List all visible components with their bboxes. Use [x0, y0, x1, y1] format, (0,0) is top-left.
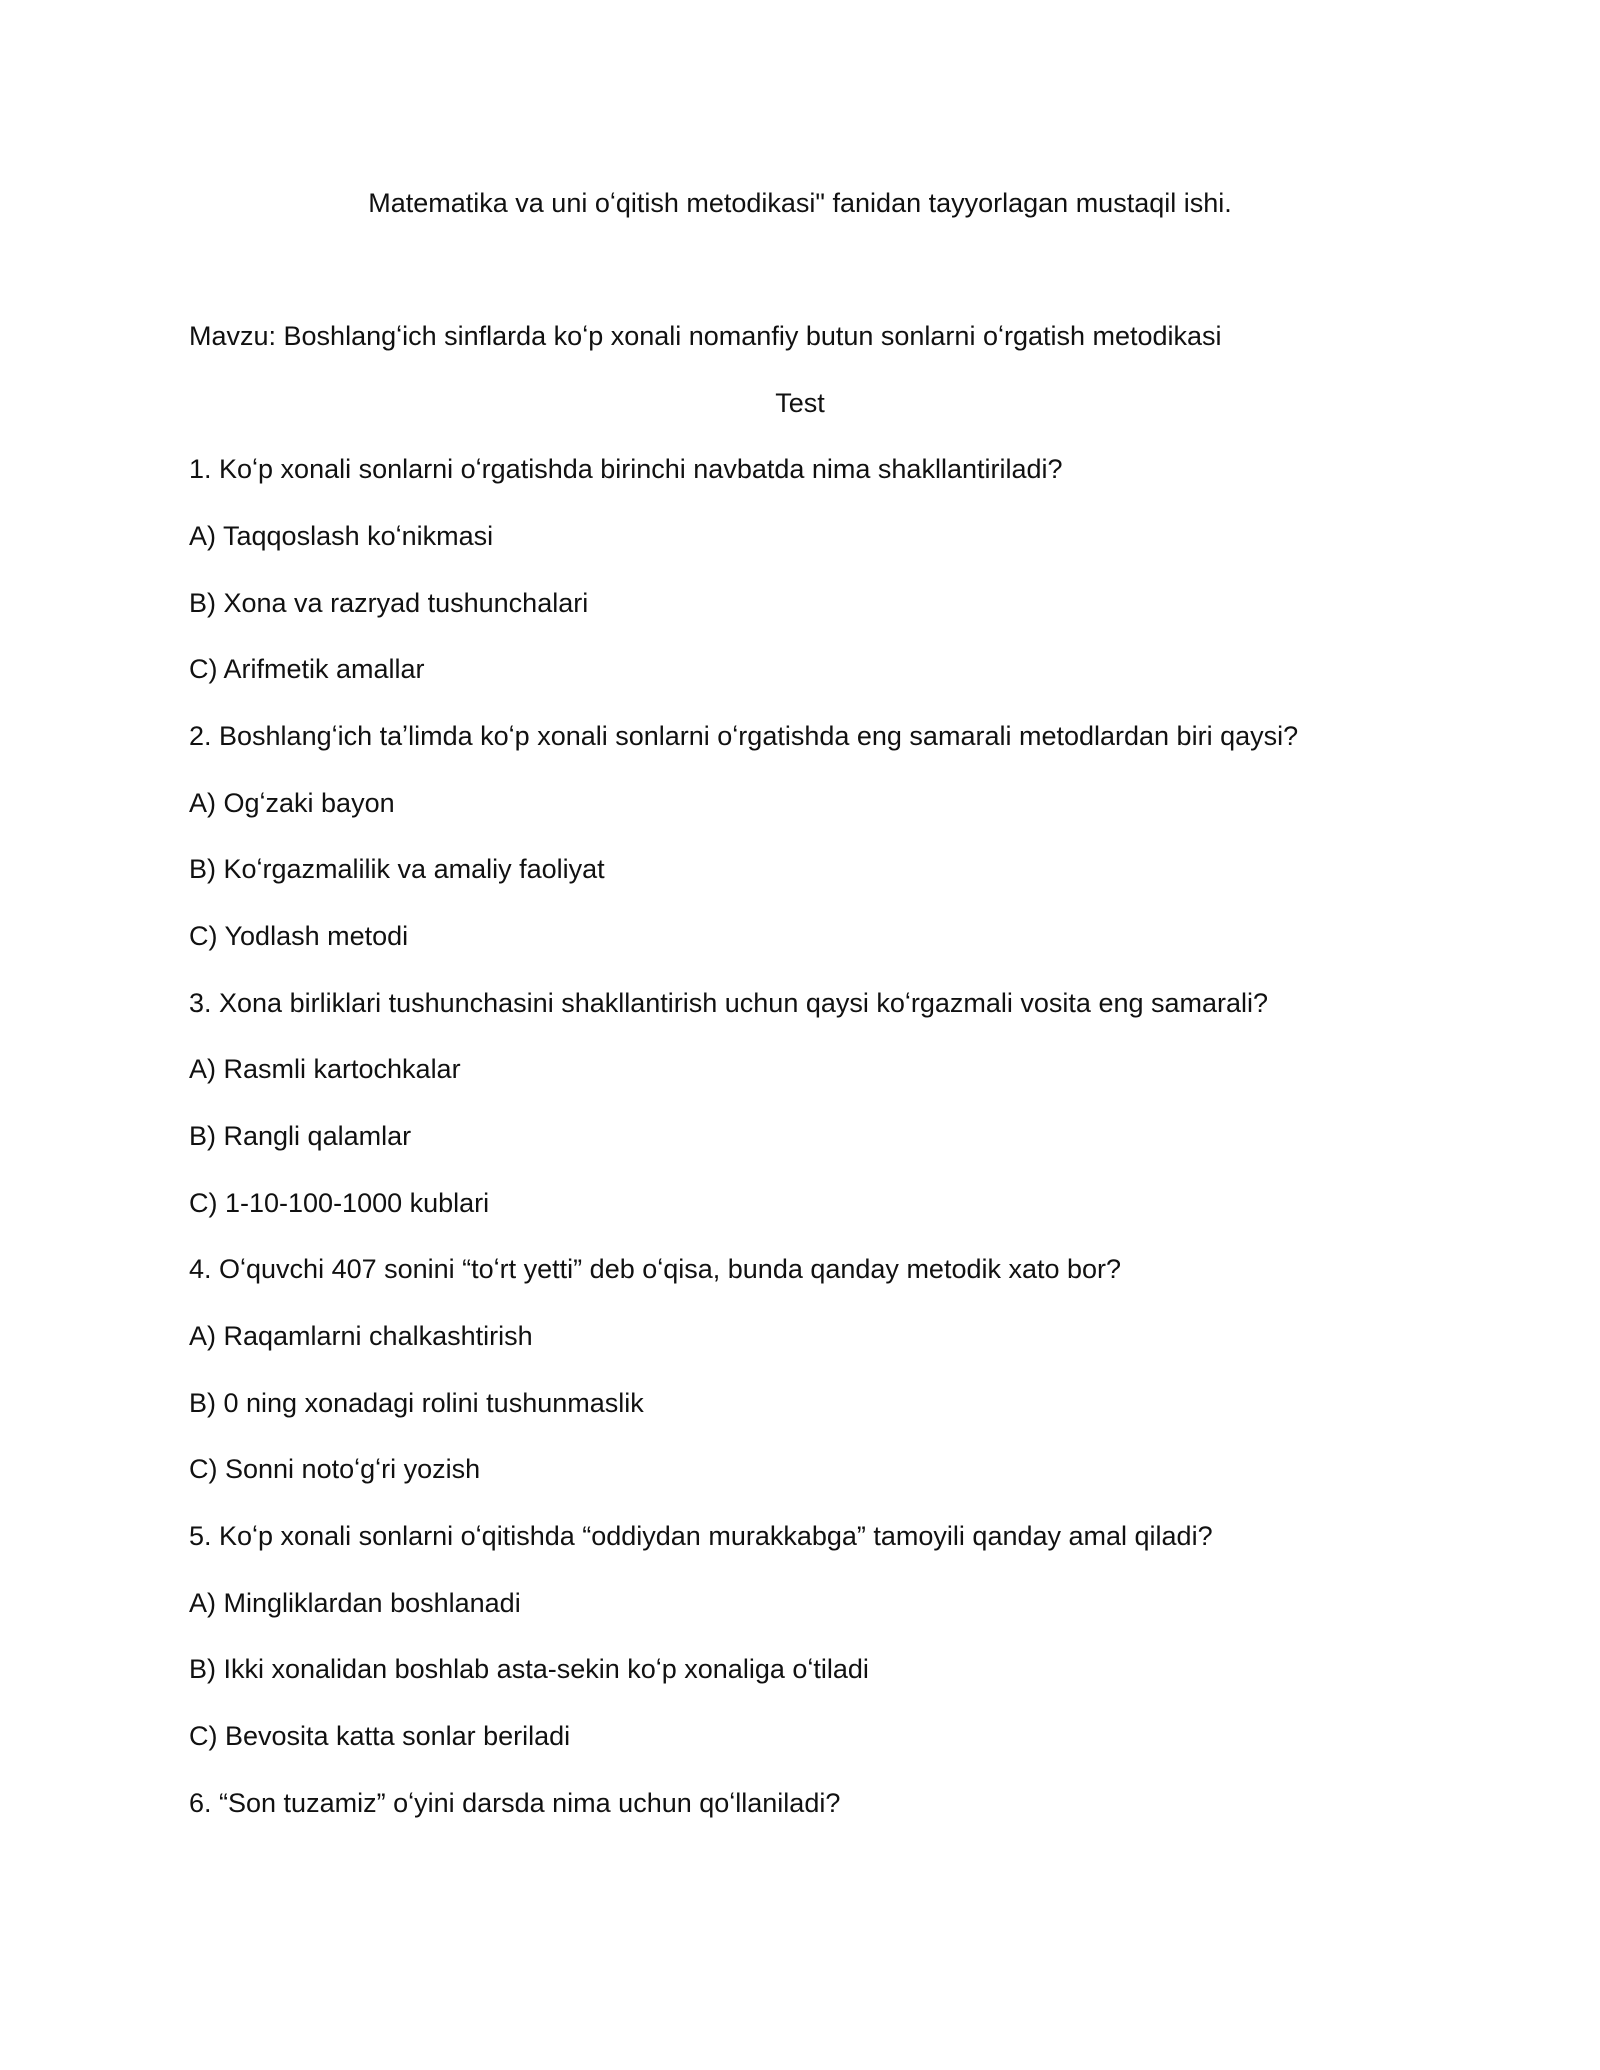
question-2: 2. Boshlangʻich taʼlimda koʻp xonali sonlarni oʻrgatishda eng samarali metodlardan biri qaysi? [189, 721, 1299, 751]
question-5-option-b: B) Ikki xonalidan boshlab asta-sekin koʻp xonaliga oʻtiladi [189, 1654, 869, 1684]
question-4-option-b: B) 0 ning xonadagi rolini tushunmaslik [189, 1388, 644, 1418]
question-3: 3. Xona birliklari tushunchasini shakllantirish uchun qaysi koʻrgazmali vosita eng samarali? [189, 988, 1269, 1018]
question-1-option-c: C) Arifmetik amallar [189, 654, 425, 684]
question-2-option-b: B) Koʻrgazmalilik va amaliy faoliyat [189, 854, 605, 884]
document-topic: Mavzu: Boshlangʻich sinflarda koʻp xonali nomanfiy butun sonlarni oʻrgatish metodikasi [189, 321, 1222, 351]
question-5: 5. Koʻp xonali sonlarni oʻqitishda “oddiydan murakkabga” tamoyili qanday amal qiladi? [189, 1521, 1213, 1551]
section-heading: Test [775, 388, 825, 418]
question-1: 1. Koʻp xonali sonlarni oʻrgatishda birinchi navbatda nima shakllantiriladi? [189, 454, 1063, 484]
question-4-option-c: C) Sonni notoʻgʻri yozish [189, 1454, 481, 1484]
question-3-option-c: C) 1-10-100-1000 kublari [189, 1188, 490, 1218]
question-5-option-c: C) Bevosita katta sonlar beriladi [189, 1721, 571, 1751]
question-2-option-c: C) Yodlash metodi [189, 921, 409, 951]
document-title: Matematika va uni oʻqitish metodikasi" fanidan tayyorlagan mustaqil ishi. [368, 188, 1232, 218]
question-4: 4. Oʻquvchi 407 sonini “toʻrt yetti” deb oʻqisa, bunda qanday metodik xato bor? [189, 1254, 1122, 1284]
question-1-option-b: B) Xona va razryad tushunchalari [189, 588, 589, 618]
question-1-option-a: A) Taqqoslash koʻnikmasi [189, 521, 494, 551]
question-6: 6. “Son tuzamiz” oʻyini darsda nima uchun qoʻllaniladi? [189, 1788, 841, 1818]
question-5-option-a: A) Mingliklardan boshlanadi [189, 1588, 521, 1618]
question-2-option-a: A) Ogʻzaki bayon [189, 788, 395, 818]
question-3-option-a: A) Rasmli kartochkalar [189, 1054, 461, 1084]
question-3-option-b: B) Rangli qalamlar [189, 1121, 412, 1151]
question-4-option-a: A) Raqamlarni chalkashtirish [189, 1321, 533, 1351]
